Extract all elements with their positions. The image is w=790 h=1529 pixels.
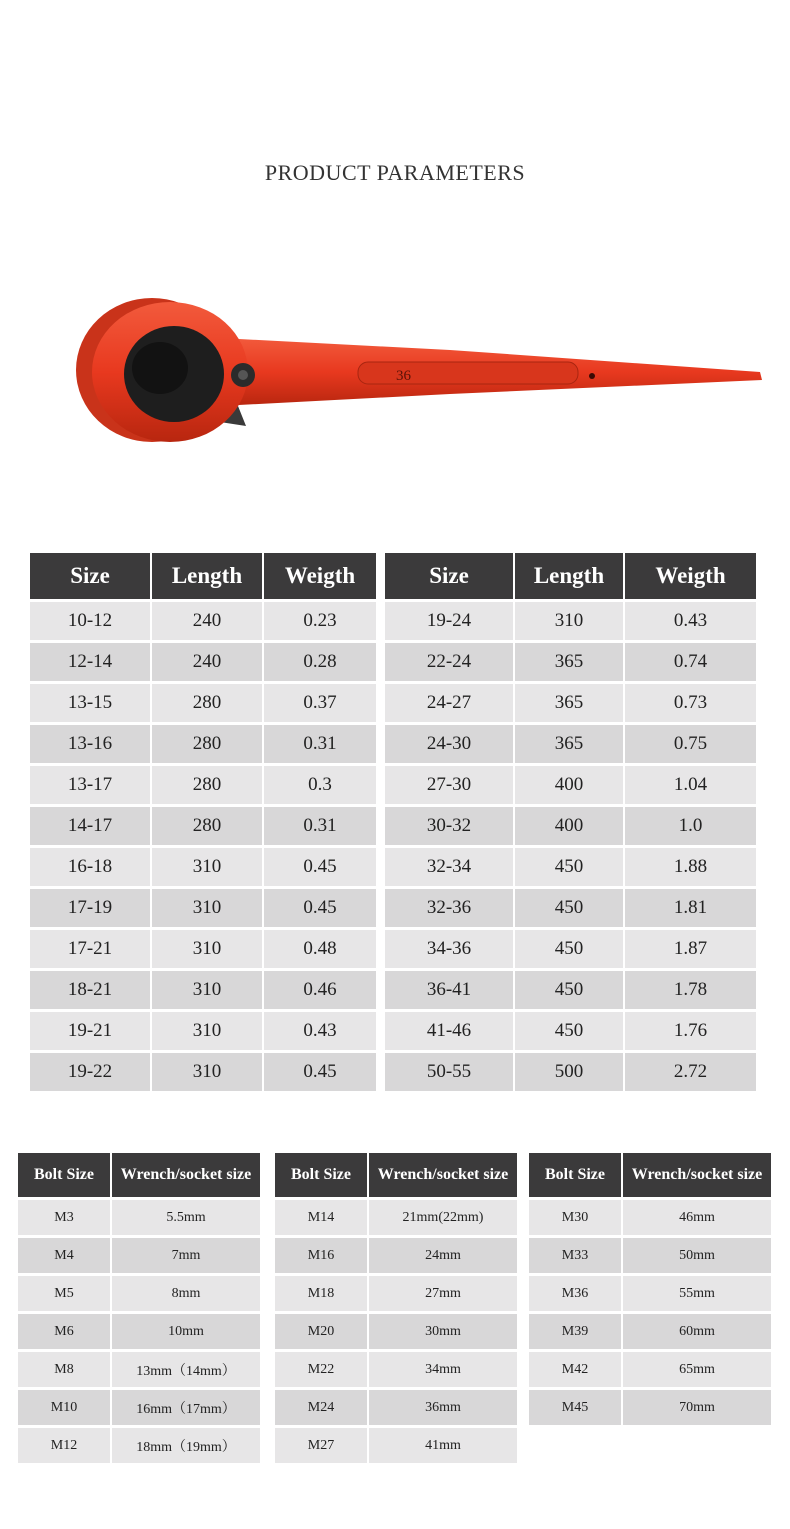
table-cell: M8 xyxy=(18,1352,110,1387)
table-row xyxy=(385,1053,756,1091)
table-cell: 17-21 xyxy=(30,930,150,968)
table-cell: 16mm（17mm） xyxy=(112,1390,260,1425)
table-cell: 365 xyxy=(515,725,623,763)
size-table-right-body xyxy=(385,602,756,1091)
table-cell: M33 xyxy=(529,1238,621,1273)
table-cell: 0.75 xyxy=(625,725,756,763)
table-cell: 2.72 xyxy=(625,1053,756,1091)
table-cell: 0.23 xyxy=(264,602,376,640)
table-row xyxy=(385,766,756,804)
table-cell: 365 xyxy=(515,684,623,722)
table-row xyxy=(385,1012,756,1050)
table-cell: 310 xyxy=(152,889,262,927)
table-cell: 310 xyxy=(152,1053,262,1091)
page-title: PRODUCT PARAMETERS xyxy=(264,160,526,185)
table-row xyxy=(385,643,756,681)
table-cell: 7mm xyxy=(112,1238,260,1273)
table-cell: 0.45 xyxy=(264,1053,376,1091)
bolt-table-1 xyxy=(16,1150,262,1466)
table-cell: 0.74 xyxy=(625,643,756,681)
table-cell: 24mm xyxy=(369,1238,517,1273)
table-cell: 36mm xyxy=(369,1390,517,1425)
table-cell: M16 xyxy=(275,1238,367,1273)
table-cell: 0.43 xyxy=(264,1012,376,1050)
table-cell: 280 xyxy=(152,807,262,845)
table-cell: 55mm xyxy=(623,1276,771,1311)
table-cell: 450 xyxy=(515,848,623,886)
table-cell: M5 xyxy=(18,1276,110,1311)
header-size: Size xyxy=(30,553,150,599)
table-cell: M6 xyxy=(18,1314,110,1349)
table-cell: 1.78 xyxy=(625,971,756,1009)
table-cell: 18mm（19mm） xyxy=(112,1428,260,1463)
table-row xyxy=(30,1053,376,1091)
table-cell: M14 xyxy=(275,1200,367,1235)
table-cell: 60mm xyxy=(623,1314,771,1349)
table-row xyxy=(18,1314,260,1349)
table-row xyxy=(275,1314,517,1349)
table-cell: 30mm xyxy=(369,1314,517,1349)
table-cell: 400 xyxy=(515,766,623,804)
table-cell: 10mm xyxy=(112,1314,260,1349)
table-cell: 46mm xyxy=(623,1200,771,1235)
table-cell: 0.48 xyxy=(264,930,376,968)
table-row xyxy=(30,889,376,927)
table-cell: 1.87 xyxy=(625,930,756,968)
size-table-left xyxy=(28,550,378,1094)
table-cell: 1.88 xyxy=(625,848,756,886)
table-cell: 32-36 xyxy=(385,889,513,927)
table-cell: 36-41 xyxy=(385,971,513,1009)
table-cell: M39 xyxy=(529,1314,621,1349)
table-row xyxy=(30,725,376,763)
table-cell: 16-18 xyxy=(30,848,150,886)
table-cell: 0.43 xyxy=(625,602,756,640)
table-row xyxy=(275,1428,517,1463)
table-row xyxy=(529,1276,771,1311)
table-cell: 5.5mm xyxy=(112,1200,260,1235)
bolt-table-3 xyxy=(527,1150,773,1428)
table-cell: 19-21 xyxy=(30,1012,150,1050)
size-table-left-body xyxy=(30,602,376,1091)
table-row xyxy=(529,1390,771,1425)
table-row xyxy=(18,1276,260,1311)
table-cell: 450 xyxy=(515,889,623,927)
table-row xyxy=(385,602,756,640)
table-cell: M18 xyxy=(275,1276,367,1311)
table-cell: 280 xyxy=(152,725,262,763)
table-cell: 280 xyxy=(152,684,262,722)
bolt-table-1-body xyxy=(18,1200,260,1463)
table-cell: 41-46 xyxy=(385,1012,513,1050)
table-cell: 450 xyxy=(515,971,623,1009)
table-cell: M45 xyxy=(529,1390,621,1425)
table-cell: 310 xyxy=(515,602,623,640)
table-cell: 310 xyxy=(152,971,262,1009)
table-cell: M27 xyxy=(275,1428,367,1463)
table-cell: M20 xyxy=(275,1314,367,1349)
table-row xyxy=(18,1200,260,1235)
table-cell: 1.81 xyxy=(625,889,756,927)
table-cell: 10-12 xyxy=(30,602,150,640)
table-cell: 19-22 xyxy=(30,1053,150,1091)
table-cell: 32-34 xyxy=(385,848,513,886)
table-cell: 22-24 xyxy=(385,643,513,681)
ratchet-wrench-image xyxy=(70,290,770,450)
table-cell: M24 xyxy=(275,1390,367,1425)
table-cell: 13-16 xyxy=(30,725,150,763)
table-cell: 13-17 xyxy=(30,766,150,804)
table-row xyxy=(30,1012,376,1050)
table-cell: 0.45 xyxy=(264,889,376,927)
table-cell: 14-17 xyxy=(30,807,150,845)
bolt-table-3-body xyxy=(529,1200,771,1425)
table-cell: 310 xyxy=(152,930,262,968)
table-cell: 50-55 xyxy=(385,1053,513,1091)
table-row xyxy=(30,848,376,886)
table-cell: 70mm xyxy=(623,1390,771,1425)
table-row xyxy=(385,930,756,968)
table-cell: 1.76 xyxy=(625,1012,756,1050)
table-cell: M12 xyxy=(18,1428,110,1463)
table-cell: 34mm xyxy=(369,1352,517,1387)
table-cell: 24-27 xyxy=(385,684,513,722)
table-cell: 30-32 xyxy=(385,807,513,845)
table-cell: 0.37 xyxy=(264,684,376,722)
table-row xyxy=(385,848,756,886)
table-row xyxy=(18,1352,260,1387)
table-cell: M42 xyxy=(529,1352,621,1387)
table-row xyxy=(18,1428,260,1463)
header-length: Length xyxy=(152,553,262,599)
header-weight: Weigth xyxy=(264,553,376,599)
table-row xyxy=(275,1390,517,1425)
table-cell: 21mm(22mm) xyxy=(369,1200,517,1235)
table-cell: 1.04 xyxy=(625,766,756,804)
table-row xyxy=(275,1352,517,1387)
table-cell: 0.45 xyxy=(264,848,376,886)
size-mark-text: 36 xyxy=(396,368,411,384)
table-cell: 18-21 xyxy=(30,971,150,1009)
table-row xyxy=(30,766,376,804)
table-cell: 500 xyxy=(515,1053,623,1091)
table-cell: 0.73 xyxy=(625,684,756,722)
table-row xyxy=(529,1352,771,1387)
table-cell: 450 xyxy=(515,930,623,968)
table-cell: 41mm xyxy=(369,1428,517,1463)
table-cell: 0.3 xyxy=(264,766,376,804)
header-bolt-size: Bolt Size xyxy=(529,1153,621,1197)
table-cell: 13-15 xyxy=(30,684,150,722)
table-cell: 365 xyxy=(515,643,623,681)
table-cell: 0.31 xyxy=(264,807,376,845)
table-cell: M10 xyxy=(18,1390,110,1425)
bolt-table-2 xyxy=(273,1150,519,1466)
table-cell: 50mm xyxy=(623,1238,771,1273)
table-cell: 240 xyxy=(152,643,262,681)
table-cell: 240 xyxy=(152,602,262,640)
table-cell: 0.46 xyxy=(264,971,376,1009)
table-cell: 310 xyxy=(152,848,262,886)
table-cell: 8mm xyxy=(112,1276,260,1311)
table-cell: 400 xyxy=(515,807,623,845)
header-wrench-socket-size: Wrench/socket size xyxy=(369,1153,517,1197)
size-table-right xyxy=(383,550,758,1094)
table-row xyxy=(30,684,376,722)
table-cell: 280 xyxy=(152,766,262,804)
table-row xyxy=(275,1238,517,1273)
table-row xyxy=(385,889,756,927)
table-row xyxy=(30,930,376,968)
table-row xyxy=(18,1390,260,1425)
table-row xyxy=(275,1200,517,1235)
header-bolt-size: Bolt Size xyxy=(18,1153,110,1197)
table-row xyxy=(385,725,756,763)
table-cell: 0.31 xyxy=(264,725,376,763)
table-row xyxy=(30,807,376,845)
table-row xyxy=(275,1276,517,1311)
table-cell: 27mm xyxy=(369,1276,517,1311)
table-cell: 34-36 xyxy=(385,930,513,968)
table-row xyxy=(385,807,756,845)
table-cell: 1.0 xyxy=(625,807,756,845)
table-row xyxy=(529,1200,771,1235)
table-cell: 13mm（14mm） xyxy=(112,1352,260,1387)
table-cell: M22 xyxy=(275,1352,367,1387)
table-cell: M4 xyxy=(18,1238,110,1273)
table-cell: M30 xyxy=(529,1200,621,1235)
table-cell: 24-30 xyxy=(385,725,513,763)
table-cell: 0.28 xyxy=(264,643,376,681)
header-wrench-socket-size: Wrench/socket size xyxy=(623,1153,771,1197)
table-row xyxy=(30,643,376,681)
table-cell: 65mm xyxy=(623,1352,771,1387)
header-bolt-size: Bolt Size xyxy=(275,1153,367,1197)
table-cell: 27-30 xyxy=(385,766,513,804)
table-row xyxy=(385,971,756,1009)
table-cell: 17-19 xyxy=(30,889,150,927)
header-size: Size xyxy=(385,553,513,599)
table-cell: 12-14 xyxy=(30,643,150,681)
table-cell: M3 xyxy=(18,1200,110,1235)
table-row xyxy=(30,602,376,640)
table-row xyxy=(30,971,376,1009)
table-cell: 450 xyxy=(515,1012,623,1050)
table-row xyxy=(529,1314,771,1349)
table-row xyxy=(18,1238,260,1273)
header-length: Length xyxy=(515,553,623,599)
table-row xyxy=(529,1238,771,1273)
bolt-table-2-body xyxy=(275,1200,517,1463)
table-cell: 19-24 xyxy=(385,602,513,640)
header-weight: Weigth xyxy=(625,553,756,599)
header-wrench-socket-size: Wrench/socket size xyxy=(112,1153,260,1197)
table-cell: 310 xyxy=(152,1012,262,1050)
table-row xyxy=(385,684,756,722)
table-cell: M36 xyxy=(529,1276,621,1311)
